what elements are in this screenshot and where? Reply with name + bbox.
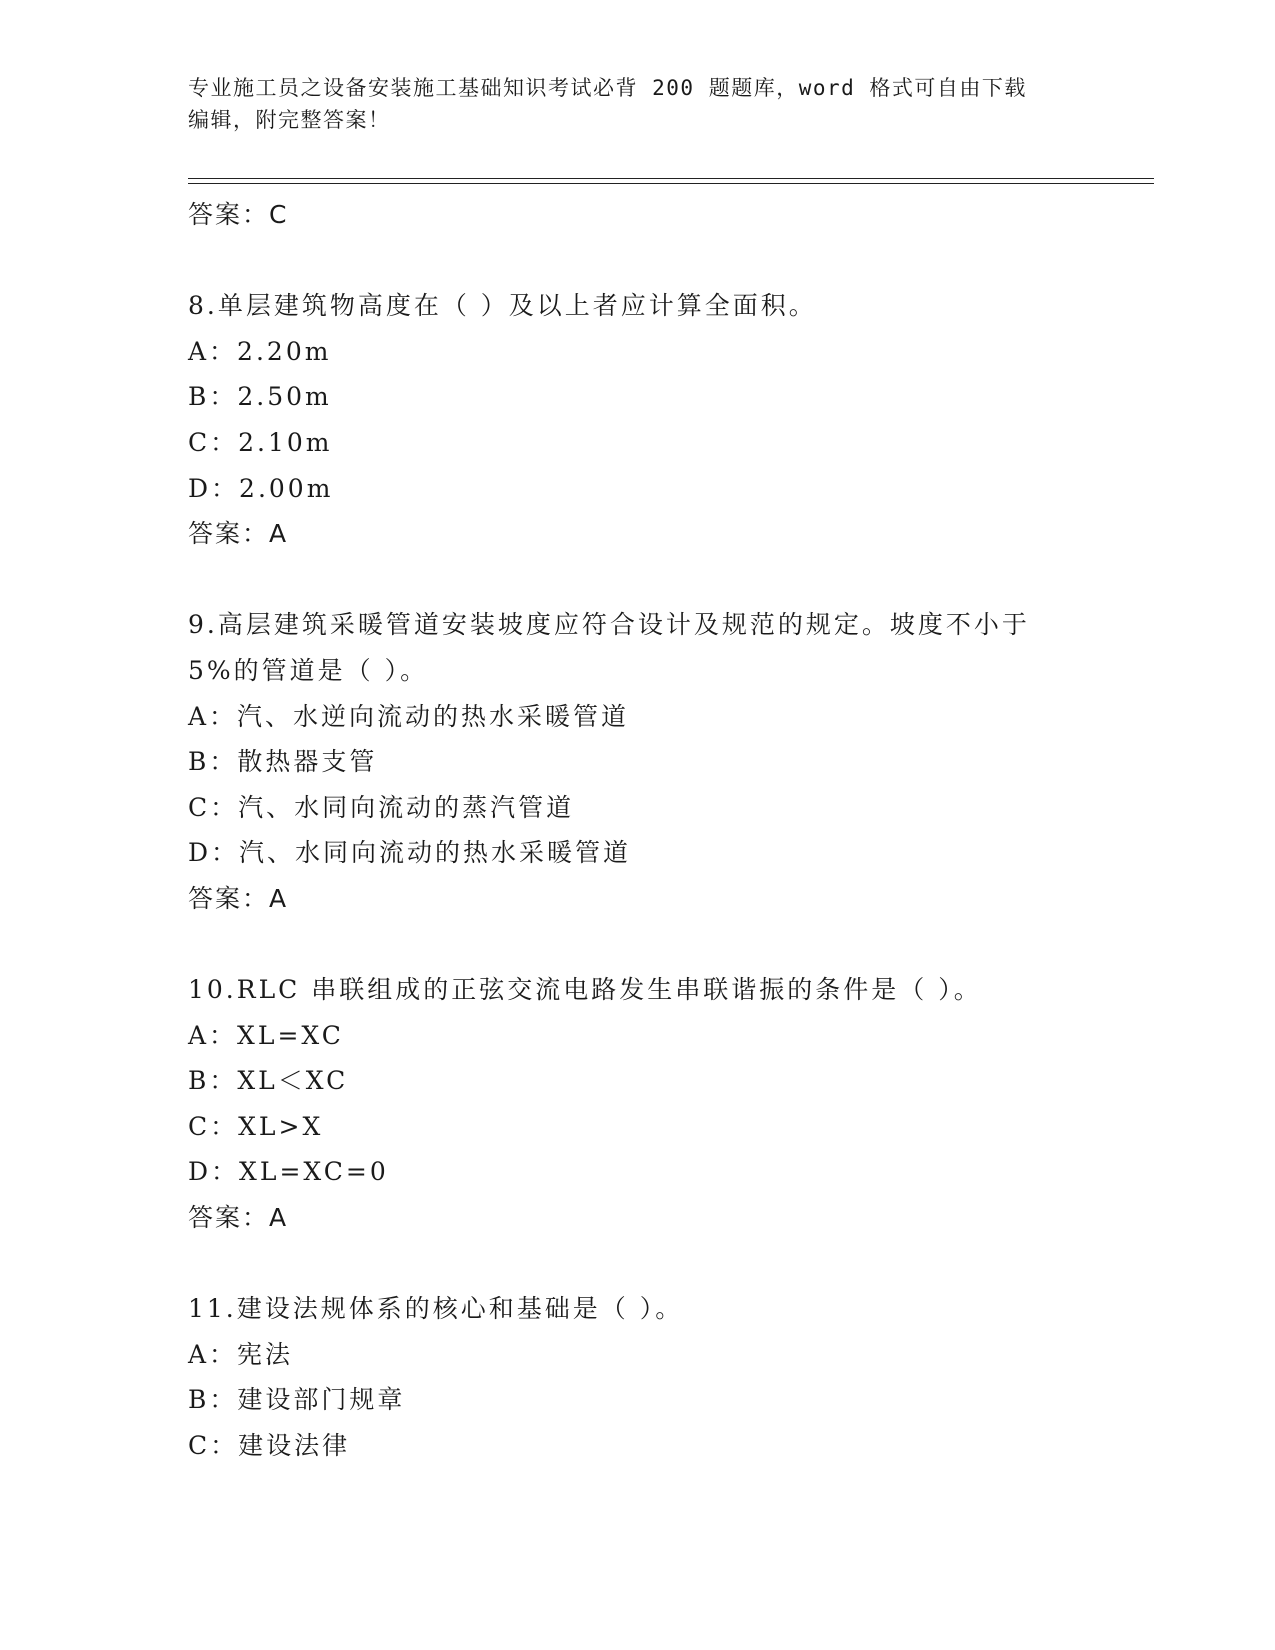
option-a: A：2.20m bbox=[188, 336, 332, 366]
option-d: D：2.00m bbox=[188, 473, 334, 503]
option-b: B：2.50m bbox=[188, 382, 332, 412]
spacer bbox=[188, 1241, 1108, 1287]
option-b: B：建设部门规章 bbox=[188, 1385, 406, 1415]
option-a: A：XL=XC bbox=[188, 1020, 344, 1050]
previous-answer: 答案：C bbox=[188, 200, 289, 229]
option-d: D：汽、水同向流动的热水采暖管道 bbox=[188, 838, 632, 868]
spacer bbox=[188, 557, 1108, 603]
option-c: C：XL>X bbox=[188, 1111, 324, 1141]
question-title: 10.RLC 串联组成的正弦交流电路发生串联谐振的条件是（ ）。 bbox=[188, 975, 982, 1005]
option-b: B：XL＜XC bbox=[188, 1066, 349, 1096]
option-a: A：汽、水逆向流动的热水采暖管道 bbox=[188, 701, 630, 731]
spacer bbox=[188, 922, 1108, 968]
header-line-2: 编辑，附完整答案！ bbox=[188, 108, 391, 132]
spacer bbox=[188, 238, 1108, 284]
answer: 答案：A bbox=[188, 519, 289, 549]
answer: 答案：A bbox=[188, 883, 289, 913]
option-a: A：宪法 bbox=[188, 1339, 294, 1369]
option-d: D：XL=XC=0 bbox=[188, 1157, 389, 1187]
question-list bbox=[188, 192, 1108, 1469]
question-8 bbox=[188, 283, 1108, 557]
question-11 bbox=[188, 1286, 1108, 1468]
question-10 bbox=[188, 967, 1108, 1241]
question-title: 11.建设法规体系的核心和基础是（ ）。 bbox=[188, 1294, 684, 1324]
header-divider-bottom bbox=[188, 183, 1154, 184]
question-title-line-2: 5%的管道是（ ）。 bbox=[188, 655, 429, 685]
question-9 bbox=[188, 602, 1108, 921]
document-header bbox=[188, 72, 1068, 136]
header-divider-top bbox=[188, 178, 1154, 179]
option-c: C：建设法律 bbox=[188, 1431, 351, 1461]
option-c: C：2.10m bbox=[188, 427, 333, 457]
option-c: C：汽、水同向流动的蒸汽管道 bbox=[188, 792, 575, 822]
option-b: B：散热器支管 bbox=[188, 747, 378, 777]
question-title: 8.单层建筑物高度在（ ）及以上者应计算全面积。 bbox=[188, 291, 817, 321]
answer: 答案：A bbox=[188, 1203, 289, 1233]
header-line-1: 专业施工员之设备安装施工基础知识考试必背 200 题题库，word 格式可自由下载 bbox=[188, 76, 1027, 100]
question-title-line-1: 9.高层建筑采暖管道安装坡度应符合设计及规范的规定。坡度不小于 bbox=[188, 610, 1030, 640]
